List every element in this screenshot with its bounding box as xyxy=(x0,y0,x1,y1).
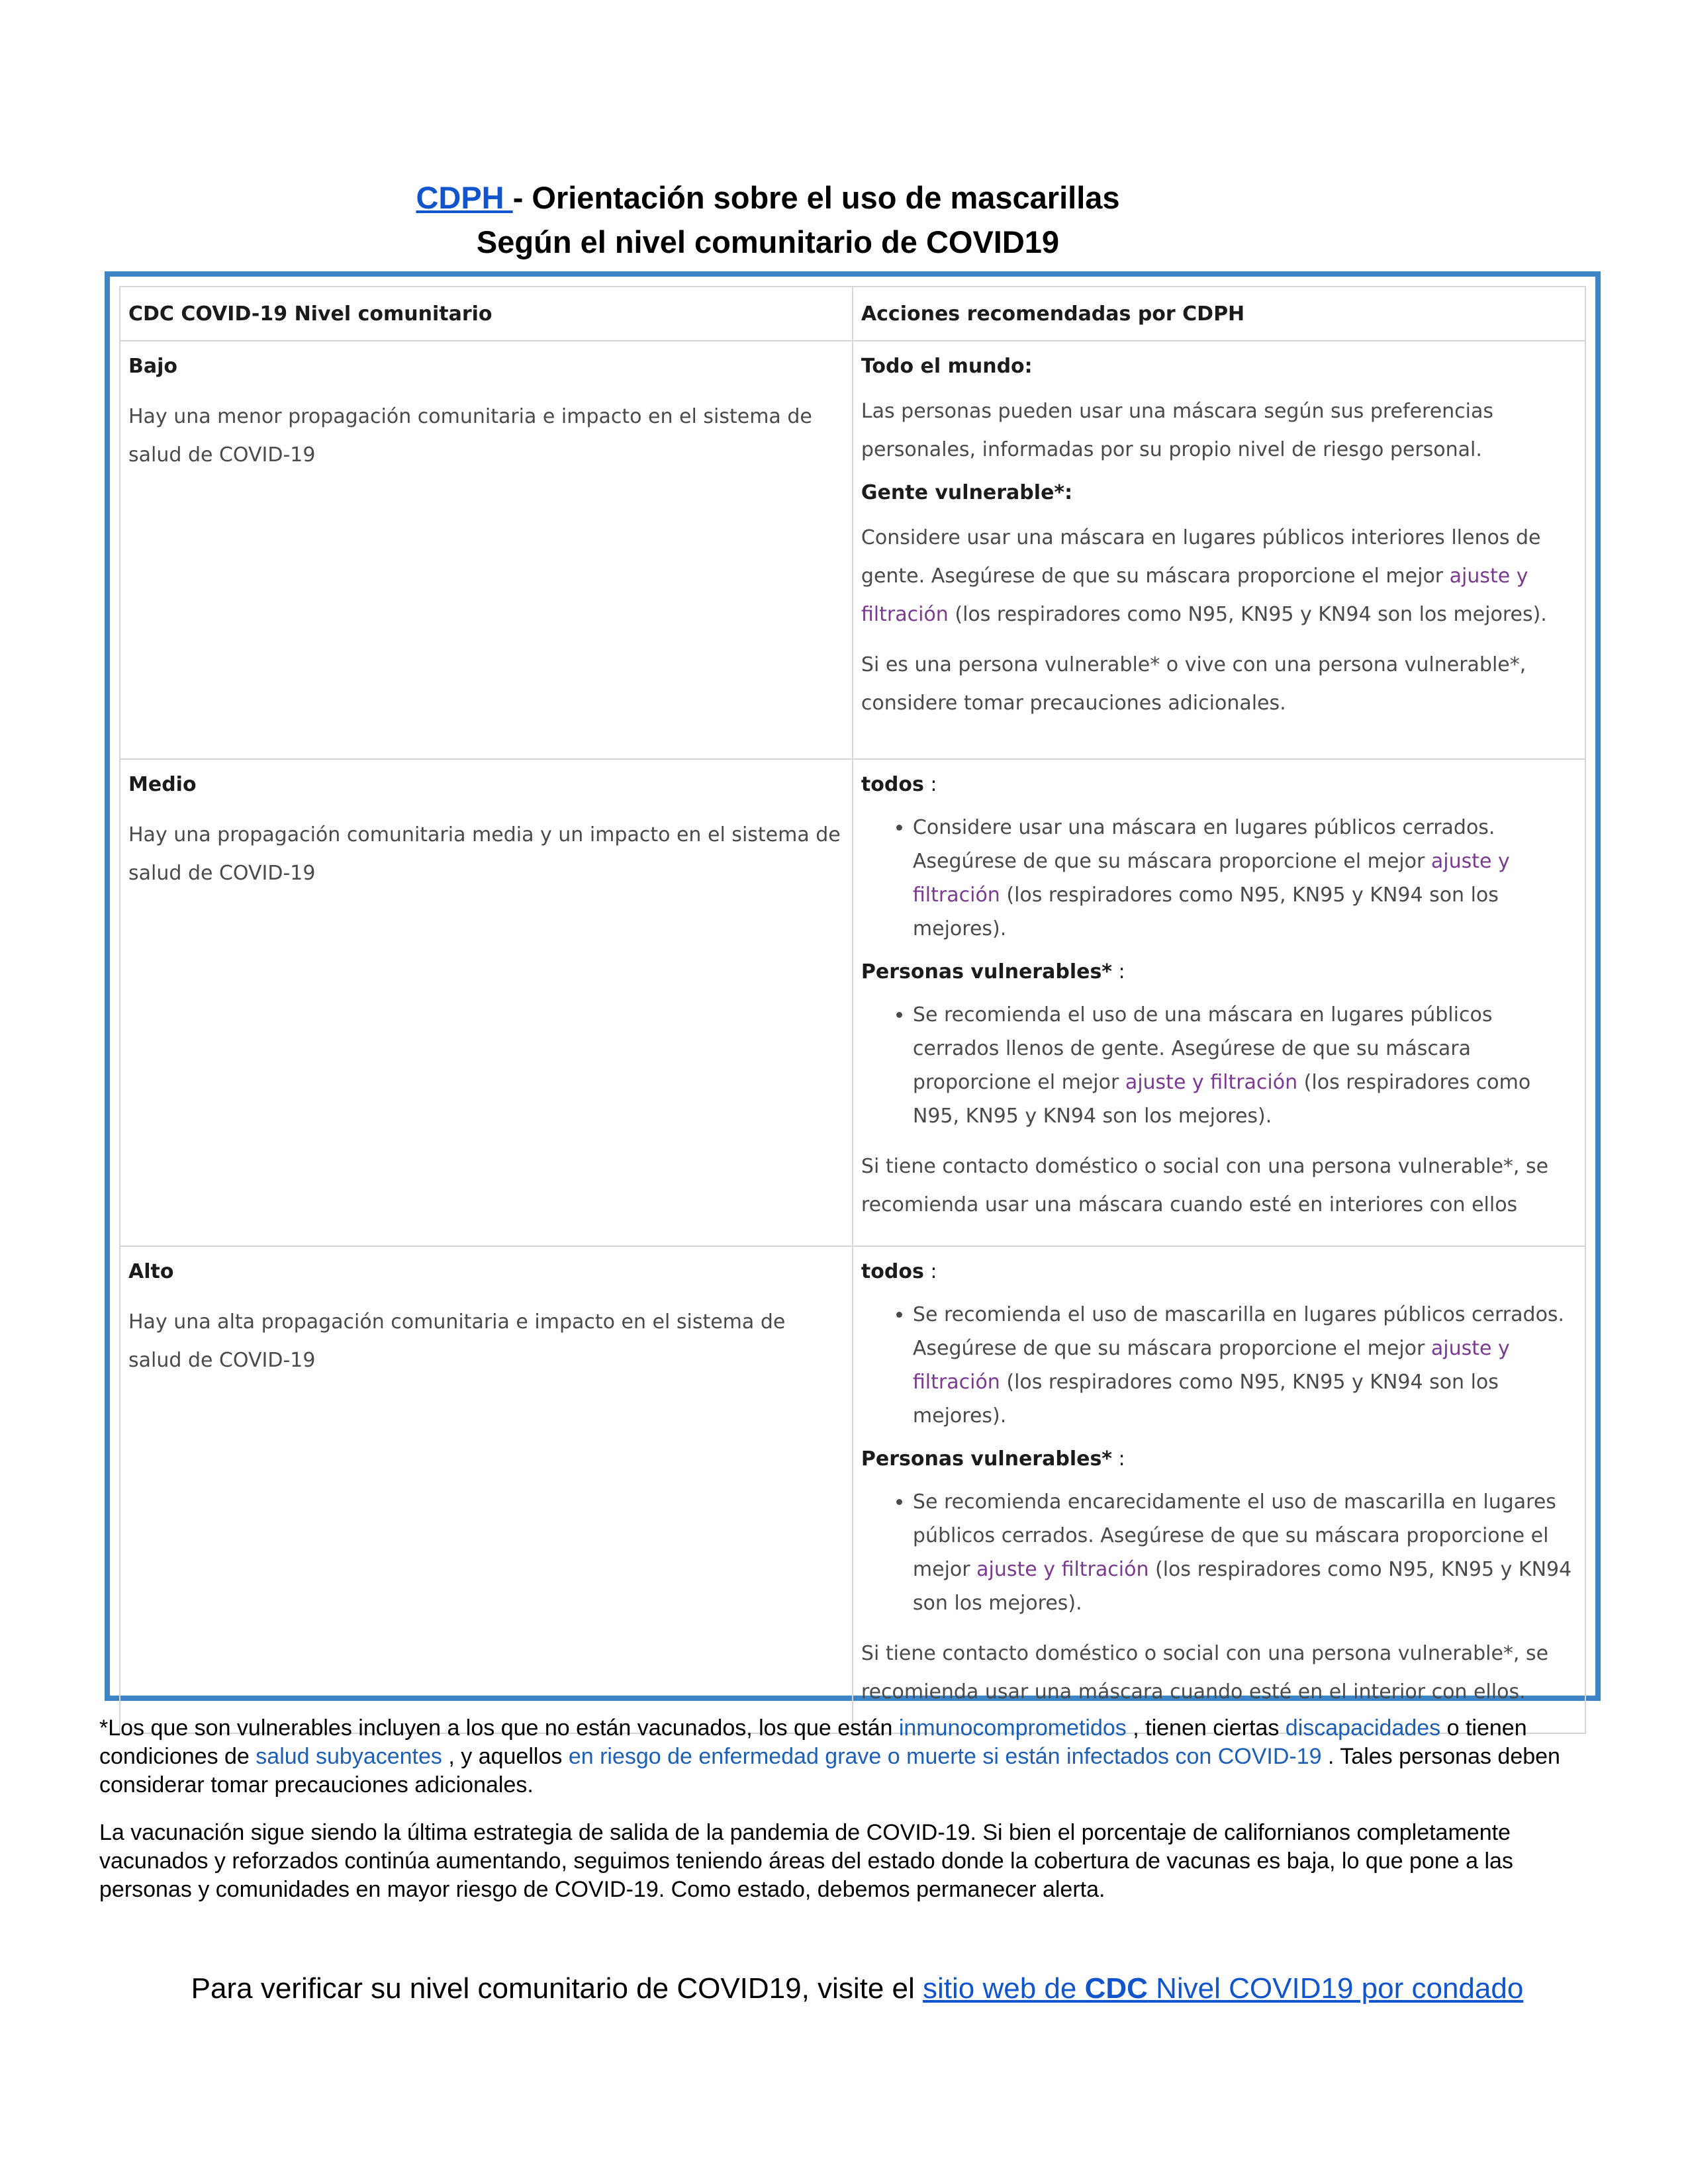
heading-text: Personas vulnerables* xyxy=(861,1447,1112,1471)
immunocompromised-link[interactable]: inmunocomprometidos xyxy=(898,1715,1127,1741)
heading-suffix: : xyxy=(923,1260,937,1283)
fit-filtration-link[interactable]: ajuste y filtración xyxy=(1125,1071,1298,1094)
text: *Los que son vulnerables incluyen a los que no están vacunados, los que están xyxy=(99,1715,899,1741)
group-heading xyxy=(861,1447,1577,1471)
heading-text: Personas vulnerables* xyxy=(861,960,1112,983)
text: , y aquellos xyxy=(442,1744,569,1769)
heading-text: todos xyxy=(861,773,924,796)
page-title-line-1 xyxy=(0,176,1612,220)
heading-suffix: : xyxy=(1112,960,1125,983)
text: , tienen ciertas xyxy=(1126,1715,1286,1741)
vaccination-paragraph: La vacunación sigue siendo la última estrategia de salida de la pandemia de COVID-19. Si bien el porcentaje de californianos completamente vacunados y reforzados continúa aumentando, seguimos teniendo áreas del estado donde la cobertura de vacunas es baja, lo que pone a las personas y comunidades en mayor riesgo de COVID-19. Como estado, debemos permanecer alerta. xyxy=(99,1820,1513,1902)
footer-line xyxy=(0,1969,1688,2009)
table-row-low xyxy=(120,341,1585,759)
col-header-level: CDC COVID-19 Nivel comunitario xyxy=(120,287,853,341)
group-heading xyxy=(861,960,1577,983)
level-label: Bajo xyxy=(128,355,178,378)
text: Se recomienda el uso de mascarilla en lugares públicos cerrados. Asegúrese de que su máscara proporcione el mejor xyxy=(912,1303,1565,1360)
fit-filtration-link[interactable]: ajuste y filtración xyxy=(861,565,1528,626)
heading-suffix: : xyxy=(923,773,937,796)
level-cell-medium xyxy=(120,759,853,1246)
col-header-actions: Acciones recomendadas por CDPH xyxy=(853,287,1585,341)
guidance-table xyxy=(119,286,1586,1734)
paragraph: Si es una persona vulnerable* o vive con una persona vulnerable*, considere tomar precauciones adicionales. xyxy=(861,653,1526,715)
page-title-line-2: Según el nivel comunitario de COVID19 xyxy=(476,224,1060,259)
paragraph: Las personas pueden usar una máscara según sus preferencias personales, informadas por su propio nivel de riesgo personal. xyxy=(861,400,1494,461)
actions-cell-high xyxy=(853,1246,1585,1733)
paragraph: Si tiene contacto doméstico o social con una persona vulnerable*, se recomienda usar una máscara cuando esté en interiores con ellos xyxy=(861,1155,1549,1216)
list-item xyxy=(913,1298,1577,1433)
link-bold-text: CDC xyxy=(1084,1972,1148,2005)
bullet-list xyxy=(861,1298,1577,1433)
guidance-table-frame xyxy=(105,271,1601,1704)
severe-illness-risk-link[interactable]: en riesgo de enfermedad grave o muerte si están infectados con COVID-19 xyxy=(568,1744,1322,1769)
paragraph xyxy=(861,519,1577,634)
list-item xyxy=(913,998,1577,1133)
table-header-row xyxy=(120,287,1585,341)
fit-filtration-link[interactable]: ajuste y filtración xyxy=(912,1337,1510,1394)
text: Considere usar una máscara en lugares públicos interiores llenos de gente. Asegúrese de que su máscara proporcione el mejor xyxy=(861,526,1541,588)
text: (los respiradores como N95, KN95 y KN94 son los mejores). xyxy=(912,1371,1499,1428)
group-heading xyxy=(861,1260,1577,1283)
group-heading: Gente vulnerable*: xyxy=(861,481,1073,504)
text: o tienen condiciones de xyxy=(99,1715,1527,1769)
actions-cell-low xyxy=(853,341,1585,759)
text: Se recomienda el uso de una máscara en lugares públicos cerrados llenos de gente. Asegúrese de que su máscara proporcione el mejor xyxy=(912,1003,1493,1094)
heading-suffix: : xyxy=(1112,1447,1125,1471)
level-description: Hay una alta propagación comunitaria e impacto en el sistema de salud de COVID-19 xyxy=(128,1310,786,1372)
fit-filtration-link[interactable]: ajuste y filtración xyxy=(976,1558,1149,1581)
group-heading xyxy=(861,773,1577,796)
cdph-link[interactable]: CDPH xyxy=(416,180,513,215)
text: (los respiradores como N95, KN95 y KN94 son los mejores). xyxy=(912,1558,1572,1615)
actions-cell-medium xyxy=(853,759,1585,1246)
text: (los respiradores como N95, KN95 y KN94 son los mejores). xyxy=(912,1071,1531,1128)
level-cell-high xyxy=(120,1246,853,1733)
heading-text: todos xyxy=(861,1260,924,1283)
text: . Tales personas deben considerar tomar precauciones adicionales. xyxy=(99,1744,1560,1797)
title-rest: - Orientación sobre el uso de mascarillas xyxy=(512,180,1120,215)
disabilities-link[interactable]: discapacidades xyxy=(1285,1715,1441,1741)
table-row-medium xyxy=(120,759,1585,1246)
level-description: Hay una menor propagación comunitaria e impacto en el sistema de salud de COVID-19 xyxy=(128,405,812,467)
text: Considere usar una máscara en lugares públicos cerrados. Asegúrese de que su máscara proporcione el mejor xyxy=(912,816,1495,873)
link-text: Nivel COVID19 por condado xyxy=(1147,1972,1524,2005)
bullet-list xyxy=(861,811,1577,946)
text: (los respiradores como N95, KN95 y KN94 son los mejores). xyxy=(912,884,1499,940)
fit-filtration-link[interactable]: ajuste y filtración xyxy=(912,850,1510,907)
group-heading: Todo el mundo: xyxy=(861,355,1033,378)
level-cell-low xyxy=(120,341,853,759)
text: (los respiradores como N95, KN95 y KN94 son los mejores). xyxy=(948,603,1547,626)
cdc-county-level-link[interactable] xyxy=(923,1972,1523,2005)
level-description: Hay una propagación comunitaria media y un impacto en el sistema de salud de COVID-19 xyxy=(128,823,841,885)
table-row-high xyxy=(120,1246,1585,1733)
vulnerable-footnote xyxy=(99,1714,1595,1799)
list-item xyxy=(913,1485,1577,1620)
underlying-health-link[interactable]: salud subyacentes xyxy=(256,1744,442,1769)
paragraph: Si tiene contacto doméstico o social con una persona vulnerable*, se recomienda usar una máscara cuando esté en el interior con ellos. xyxy=(861,1642,1549,1704)
footer-text: Para verificar su nivel comunitario de COVID19, visite el xyxy=(191,1972,923,2005)
level-label: Medio xyxy=(128,773,197,796)
bullet-list xyxy=(861,1485,1577,1620)
text: Se recomienda encarecidamente el uso de mascarilla en lugares públicos cerrados. Asegúrese de que su máscara proporcione el mejor xyxy=(912,1490,1556,1581)
link-text: sitio web de xyxy=(923,1972,1085,2005)
list-item xyxy=(913,811,1577,946)
level-label: Alto xyxy=(128,1260,174,1283)
bullet-list xyxy=(861,998,1577,1133)
